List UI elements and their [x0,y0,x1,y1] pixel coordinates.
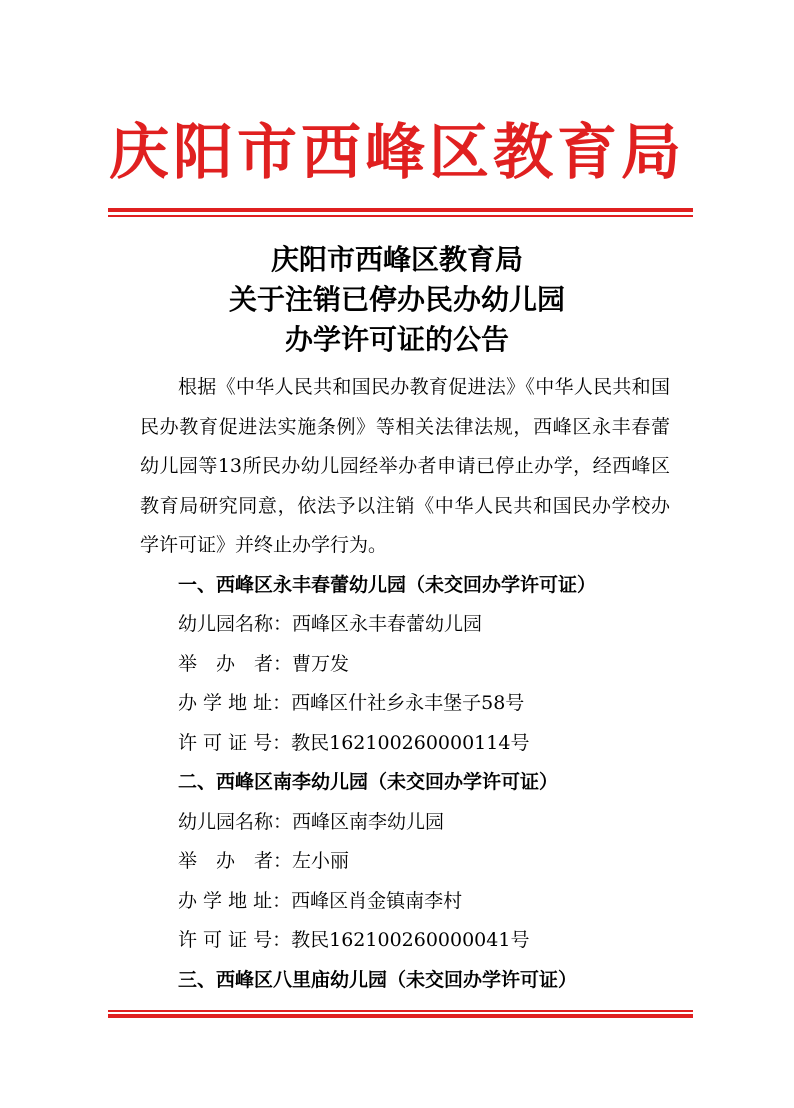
school-2-license-row [140,921,670,961]
school-3-heading: 三、西峰区八里庙幼儿园（未交回办学许可证） [178,968,578,991]
school-1-organizer-row [140,645,670,685]
name-value: 西峰区永丰春蕾幼儿园 [292,613,483,635]
document-title [0,240,794,360]
address-label: 办 学 地 址： [178,692,292,714]
footer-rule-thin [108,1010,693,1012]
school-2-address-row [140,882,670,922]
school-2-heading: 二、西峰区南李幼儿园（未交回办学许可证） [178,771,559,793]
license-value: 教民162100260000041号 [291,929,530,951]
footer-rule-thick [108,1014,693,1018]
name-label: 幼儿园名称： [178,613,293,635]
title-line-1: 庆阳市西峰区教育局 [270,243,523,276]
name-value: 西峰区南李幼儿园 [292,810,445,833]
address-label: 办 学 地 址： [178,889,292,912]
address-value: 西峰区什社乡永丰堡子58号 [291,692,525,714]
school-2-name-row [140,803,670,843]
school-1-name-row [140,605,670,645]
organizer-value: 曹万发 [292,652,350,675]
title-line-3: 办学许可证的公告 [284,323,509,356]
license-label: 许 可 证 号： [178,731,292,754]
school-1-license-row [140,724,670,764]
school-1-heading: 一、西峰区永丰春蕾幼儿园（未交回办学许可证） [178,573,597,596]
address-value: 西峰区肖金镇南李村 [291,889,463,912]
license-label: 许 可 证 号： [178,929,292,951]
license-value: 教民162100260000114号 [291,731,530,754]
organizer-value: 左小丽 [292,850,350,872]
intro-paragraph: 根据《中华人民共和国民办教育促进法》《中华人民共和国民办教育促进法实施条例》等相关法律法规，西峰区永丰春蕾幼儿园等13所民办幼儿园经举办者申请已停止办学，经西峰区教育局研究同意，依法予以注销《中华人民共和国民办学校办学许可证》并终止办学行为。 [140,376,670,556]
organizer-label: 举 办 者： [178,850,293,872]
masthead: 庆阳市西峰区教育局 [109,118,685,188]
masthead-rule-thick [108,208,693,212]
school-2-organizer-row [140,842,670,882]
name-label: 幼儿园名称： [178,810,293,833]
masthead-rule-thin [108,215,693,217]
title-line-2: 关于注销已停办民办幼儿园 [228,283,565,316]
document-body [140,368,670,1000]
organizer-label: 举 办 者： [178,652,293,675]
school-1-address-row [140,684,670,724]
